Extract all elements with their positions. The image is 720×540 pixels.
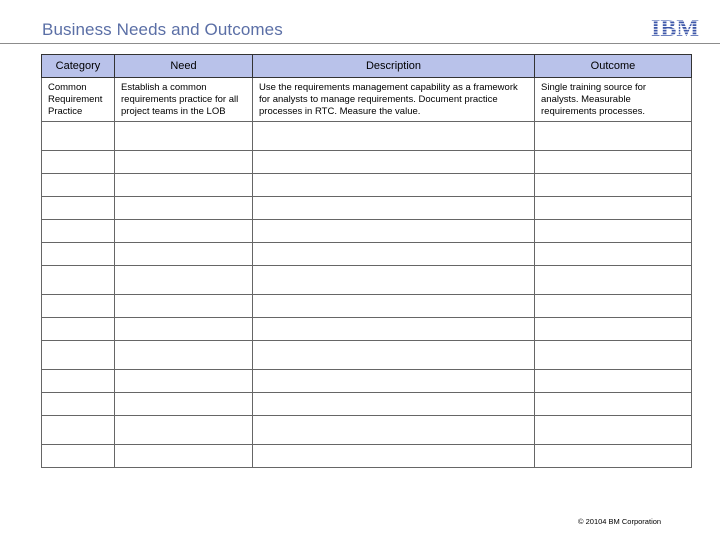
table-cell [42, 416, 115, 445]
table-cell [42, 266, 115, 295]
table-cell [535, 220, 692, 243]
table-cell [115, 122, 253, 151]
table-cell [253, 416, 535, 445]
table-cell [42, 174, 115, 197]
table-row [42, 370, 692, 393]
table-cell [535, 393, 692, 416]
table-cell [535, 445, 692, 468]
table-cell [535, 295, 692, 318]
ibm-logo [650, 16, 700, 38]
table-cell [115, 220, 253, 243]
table-cell [253, 174, 535, 197]
table-row [42, 197, 692, 220]
table-cell [42, 122, 115, 151]
header-row [42, 55, 692, 78]
table-row [42, 295, 692, 318]
table-cell [42, 220, 115, 243]
table-cell [253, 370, 535, 393]
table-cell [253, 220, 535, 243]
table-row [42, 243, 692, 266]
table-cell [253, 122, 535, 151]
title-divider [0, 43, 720, 44]
logo-text: IBM [651, 16, 699, 38]
table-cell [42, 151, 115, 174]
table-cell [42, 197, 115, 220]
table-cell [253, 151, 535, 174]
table-cell [253, 393, 535, 416]
table-cell [42, 295, 115, 318]
header-description: Description [253, 55, 535, 78]
table-cell: Single training source for analysts. Measurable requirements processes. [535, 78, 692, 122]
table-cell [115, 318, 253, 341]
table-cell: Common Requirement Practice [42, 78, 115, 122]
table-row [42, 341, 692, 370]
table-cell [115, 174, 253, 197]
table-cell [535, 197, 692, 220]
table-cell [535, 318, 692, 341]
table-cell [42, 445, 115, 468]
table-row [42, 174, 692, 197]
table-cell [115, 393, 253, 416]
table-cell [42, 243, 115, 266]
table-cell [115, 370, 253, 393]
header-category: Category [42, 55, 115, 78]
table-cell [535, 266, 692, 295]
table-cell [115, 416, 253, 445]
table-row [42, 151, 692, 174]
table-cell [115, 445, 253, 468]
table-cell [115, 266, 253, 295]
table-cell [115, 341, 253, 370]
table-row [42, 416, 692, 445]
table-row [42, 266, 692, 295]
table-cell [253, 197, 535, 220]
table-cell [115, 295, 253, 318]
table-cell [535, 243, 692, 266]
table-cell [253, 341, 535, 370]
table-row [42, 122, 692, 151]
needs-table [41, 54, 692, 468]
table-row [42, 393, 692, 416]
table-cell: Use the requirements management capability as a framework for analysts to manage requirements. Document practice processes in RTC. Measure the value. [253, 78, 535, 122]
table-cell [535, 122, 692, 151]
table-cell [535, 174, 692, 197]
table-cell [115, 151, 253, 174]
table-row [42, 318, 692, 341]
table-cell [253, 295, 535, 318]
table-cell [42, 318, 115, 341]
header-need: Need [115, 55, 253, 78]
table-cell [115, 197, 253, 220]
table-cell [535, 416, 692, 445]
table-cell [535, 151, 692, 174]
copyright: © 20104 BM Corporation [578, 517, 662, 526]
table-cell [42, 370, 115, 393]
table-row [42, 78, 692, 122]
header-outcome: Outcome [535, 55, 692, 78]
table-cell [253, 266, 535, 295]
table-cell [42, 341, 115, 370]
table-cell [115, 243, 253, 266]
table-cell [42, 393, 115, 416]
table-row [42, 445, 692, 468]
table-cell [253, 445, 535, 468]
table-cell: Establish a common requirements practice for all project teams in the LOB [115, 78, 253, 122]
table-cell [535, 341, 692, 370]
table-cell [535, 370, 692, 393]
table-cell [253, 318, 535, 341]
page-title: Business Needs and Outcomes [42, 20, 283, 39]
table-cell [253, 243, 535, 266]
table-row [42, 220, 692, 243]
